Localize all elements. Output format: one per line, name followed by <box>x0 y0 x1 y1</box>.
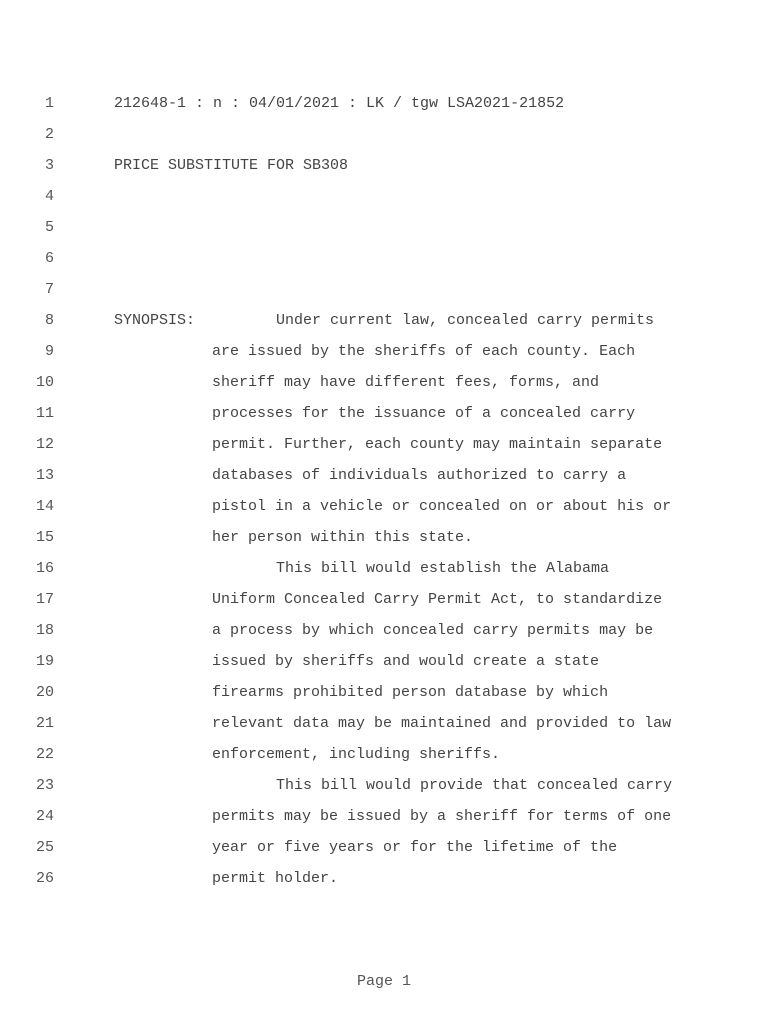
line-number: 26 <box>35 870 54 887</box>
line-number: 21 <box>35 715 54 732</box>
line-16 <box>0 559 768 590</box>
body-text: Uniform Concealed Carry Permit Act, to standardize <box>212 591 663 608</box>
body-text: This bill would establish the Alabama <box>276 560 610 577</box>
body-text: sheriff may have different fees, forms, and <box>212 374 600 391</box>
line-number: 8 <box>44 312 54 329</box>
line-2 <box>0 125 768 156</box>
bill-title: PRICE SUBSTITUTE FOR SB308 <box>114 157 349 174</box>
line-number: 23 <box>35 777 54 794</box>
line-11 <box>0 404 768 435</box>
line-18 <box>0 621 768 652</box>
line-number: 12 <box>35 436 54 453</box>
line-13 <box>0 466 768 497</box>
body-text: permit. Further, each county may maintain separate <box>212 436 663 453</box>
line-26 <box>0 869 768 900</box>
body-text: permit holder. <box>212 870 339 887</box>
body-text: permits may be issued by a sheriff for terms of one <box>212 808 672 825</box>
line-9 <box>0 342 768 373</box>
line-8 <box>0 311 768 342</box>
line-23 <box>0 776 768 807</box>
line-3 <box>0 156 768 187</box>
line-number: 7 <box>44 281 54 298</box>
body-text: pistol in a vehicle or concealed on or about his or <box>212 498 672 515</box>
line-number: 2 <box>44 126 54 143</box>
body-text: firearms prohibited person database by which <box>212 684 609 701</box>
line-number: 16 <box>35 560 54 577</box>
line-5 <box>0 218 768 249</box>
body-text: relevant data may be maintained and provided to law <box>212 715 672 732</box>
line-6 <box>0 249 768 280</box>
line-17 <box>0 590 768 621</box>
line-22 <box>0 745 768 776</box>
line-number: 19 <box>35 653 54 670</box>
line-number: 17 <box>35 591 54 608</box>
line-number: 1 <box>44 95 54 112</box>
line-number: 22 <box>35 746 54 763</box>
body-text: This bill would provide that concealed carry <box>276 777 673 794</box>
line-24 <box>0 807 768 838</box>
line-25 <box>0 838 768 869</box>
line-number: 10 <box>35 374 54 391</box>
line-number: 25 <box>35 839 54 856</box>
body-text: year or five years or for the lifetime of the <box>212 839 618 856</box>
line-19 <box>0 652 768 683</box>
line-14 <box>0 497 768 528</box>
line-number: 5 <box>44 219 54 236</box>
body-text: are issued by the sheriffs of each county. Each <box>212 343 636 360</box>
line-10 <box>0 373 768 404</box>
page-number: Page 1 <box>356 973 411 990</box>
line-number: 15 <box>35 529 54 546</box>
body-text: issued by sheriffs and would create a state <box>212 653 600 670</box>
line-number: 3 <box>44 157 54 174</box>
line-number: 4 <box>44 188 54 205</box>
body-text: databases of individuals authorized to carry a <box>212 467 627 484</box>
line-number: 24 <box>35 808 54 825</box>
line-7 <box>0 280 768 311</box>
line-number: 20 <box>35 684 54 701</box>
line-15 <box>0 528 768 559</box>
body-text: Under current law, concealed carry permits <box>276 312 655 329</box>
line-12 <box>0 435 768 466</box>
body-text: her person within this state. <box>212 529 474 546</box>
line-number: 6 <box>44 250 54 267</box>
bill-id: 212648-1 : n : 04/01/2021 : LK / tgw LSA2021-21852 <box>114 95 565 112</box>
line-number: 13 <box>35 467 54 484</box>
line-number: 14 <box>35 498 54 515</box>
body-text: processes for the issuance of a concealed carry <box>212 405 636 422</box>
body-text: enforcement, including sheriffs. <box>212 746 501 763</box>
line-20 <box>0 683 768 714</box>
line-number: 11 <box>35 405 54 422</box>
line-4 <box>0 187 768 218</box>
line-21 <box>0 714 768 745</box>
body-text: a process by which concealed carry permits may be <box>212 622 654 639</box>
synopsis-label: SYNOPSIS: <box>114 312 196 329</box>
line-1 <box>0 94 768 125</box>
line-number: 9 <box>44 343 54 360</box>
line-number: 18 <box>35 622 54 639</box>
